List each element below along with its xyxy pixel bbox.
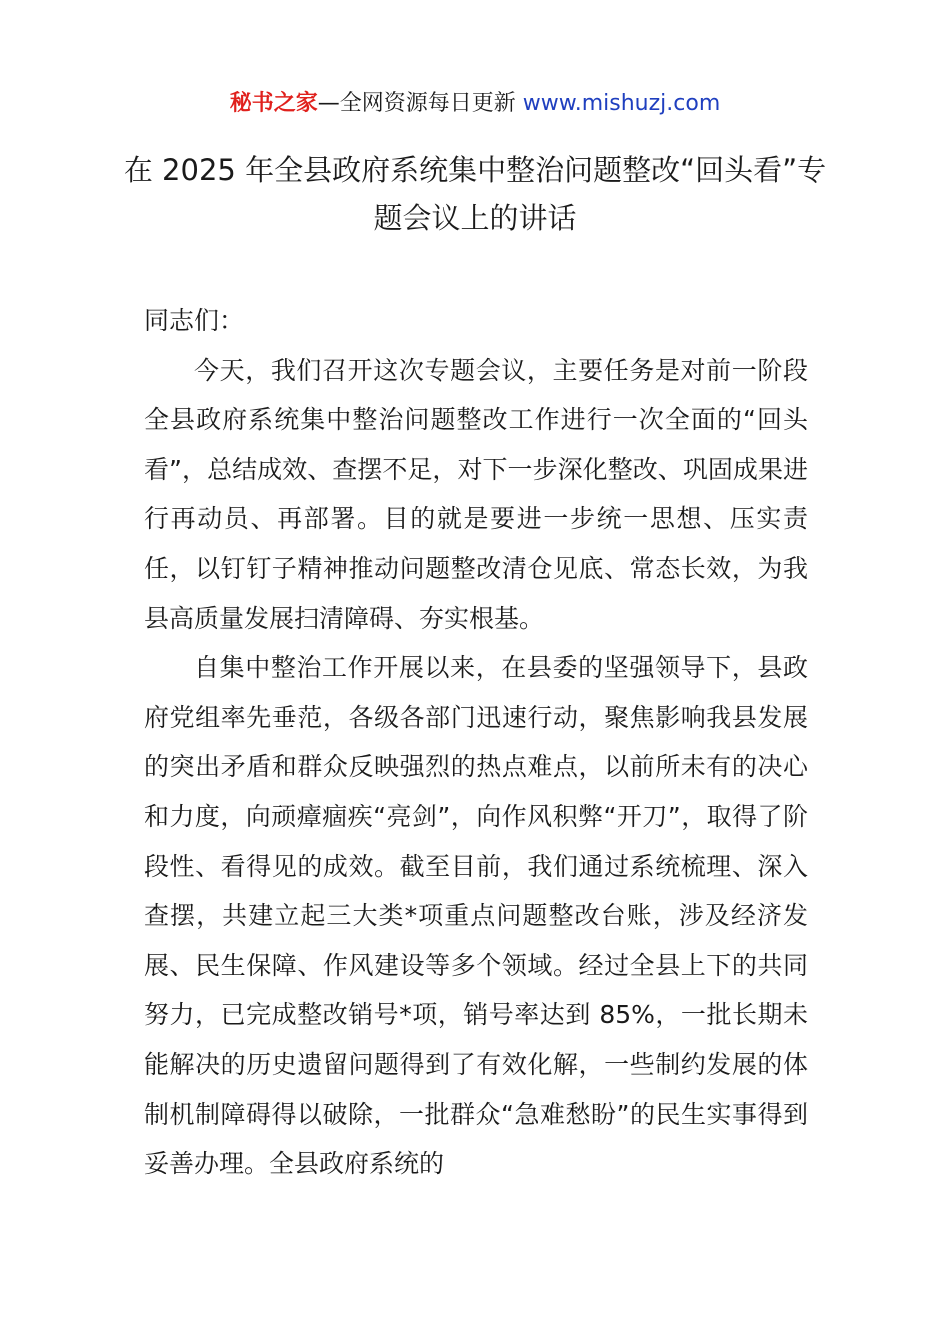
paragraph: 今天，我们召开这次专题会议，主要任务是对前一阶段全县政府系统集中整治问题整改工作进行一次全面的“回头看”，总结成效、查摆不足，对下一步深化整改、巩固成果进行再动员、再部署。目的就是要进一步统一思想、压实责任，以钉钉子精神推动问题整改清仓见底、常态长效，为我县高质量发展扫清障碍、夯实根基。 [144,355,808,633]
paragraph: 自集中整治工作开展以来，在县委的坚强领导下，县政府党组率先垂范，各级各部门迅速行动，聚焦影响我县发展的突出矛盾和群众反映强烈的热点难点，以前所未有的决心和力度，向顽瘴痼疾“亮剑”，向作风积弊“开刀”，取得了阶段性、看得见的成效。截至目前，我们通过系统梳理、深入查摆，共建立起三大类*项重点问题整改台账，涉及经济发展、民生保障、作风建设等多个领域。经过全县上下的共同努力，已完成整改销号*项，销号率达到 85%，一批长期未能解决的历史遗留问题得到了有效化解，一些制约发展的体制机制障碍得以破除，一批群众“急难愁盼”的民生实事得到妥善办理。全县政府系统的 [144,653,808,1179]
site-header [0,88,950,120]
site-brand: 秘书之家 [229,91,318,116]
document-body [144,296,808,1189]
salutation: 同志们： [144,306,245,335]
site-url-link[interactable]: www.mishuzj.com [522,91,721,116]
document-title: 在 2025 年全县政府系统集中整治问题整改“回头看”专题会议上的讲话 [123,153,827,235]
site-tagline: —全网资源每日更新 [317,91,516,116]
